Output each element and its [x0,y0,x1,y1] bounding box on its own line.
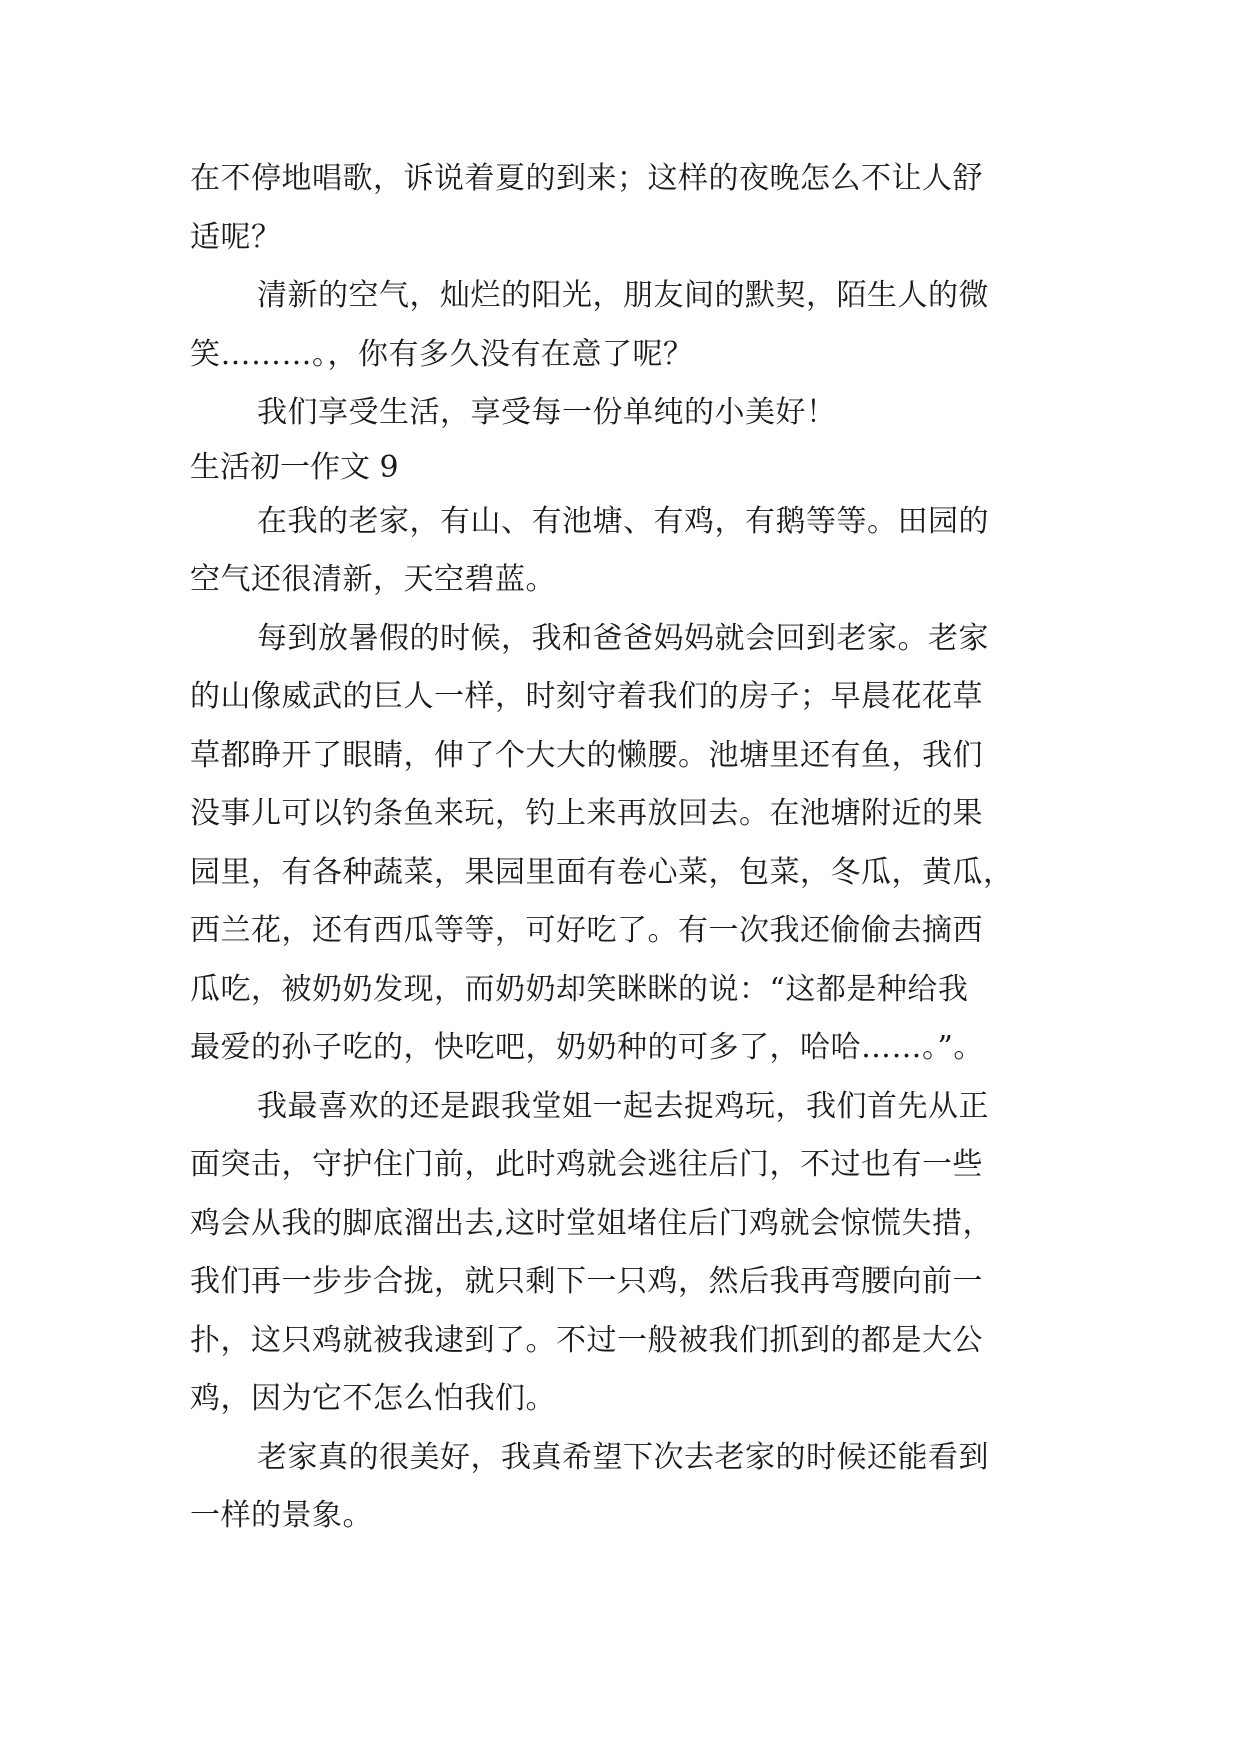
text-line: 在不停地唱歌，诉说着夏的到来；这样的夜晚怎么不让人舒 [190,161,983,196]
text-line: 鸡，因为它不怎么怕我们。 [190,1381,556,1416]
paragraph-start-line: 老家真的很美好，我真希望下次去老家的时候还能看到 [257,1439,989,1475]
section-heading: 生活初一作文 9 [190,449,399,485]
text-line: 鸡会从我的脚底溜出去,这时堂姐堵住后门鸡就会惊慌失措， [190,1205,994,1241]
paragraph-start-line: 每到放暑假的时候，我和爸爸妈妈就会回到老家。老家 [257,620,989,656]
text-line: 最爱的孙子吃的，快吃吧，奶奶种的可多了，哈哈……。”。 [190,1030,984,1065]
text-line: 适呢？ [190,219,282,255]
text-line: 扑，这只鸡就被我逮到了。不过一般被我们抓到的都是大公 [190,1322,983,1358]
text-line: 笑………。，你有多久没有在意了呢？ [190,336,694,372]
text-line: 面突击，守护住门前，此时鸡就会逃往后门，不过也有一些 [190,1147,983,1182]
document-body [190,150,1070,1546]
text-line: 西兰花，还有西瓜等等，可好吃了。有一次我还偷偷去摘西 [190,913,983,948]
text-line: 的山像威武的巨人一样，时刻守着我们的房子；早晨花花草 [190,679,983,714]
text-line: 园里，有各种蔬菜，果园里面有卷心菜，包菜，冬瓜，黄瓜， [190,854,1014,890]
text-line: 没事儿可以钓条鱼来玩，钓上来再放回去。在池塘附近的果 [190,796,983,831]
paragraph-start-line: 我最喜欢的还是跟我堂姐一起去捉鸡玩，我们首先从正 [257,1088,989,1124]
text-line: 我们再一步步合拢，就只剩下一只鸡，然后我再弯腰向前一 [190,1264,983,1299]
paragraph-start-line: 在我的老家，有山、有池塘、有鸡，有鹅等等。田园的 [257,503,989,539]
text-line: 草都睁开了眼睛，伸了个大大的懒腰。池塘里还有鱼，我们 [190,737,983,773]
text-line: 一样的景象。 [190,1498,373,1533]
paragraph-start-line: 清新的空气，灿烂的阳光，朋友间的默契，陌生人的微 [257,278,989,313]
text-line: 空气还很清新，天空碧蓝。 [190,562,556,597]
paragraph-start-line: 我们享受生活，享受每一份单纯的小美好！ [257,395,837,430]
text-line: 瓜吃，被奶奶发现，而奶奶却笑眯眯的说：“这都是种给我 [190,971,969,1007]
